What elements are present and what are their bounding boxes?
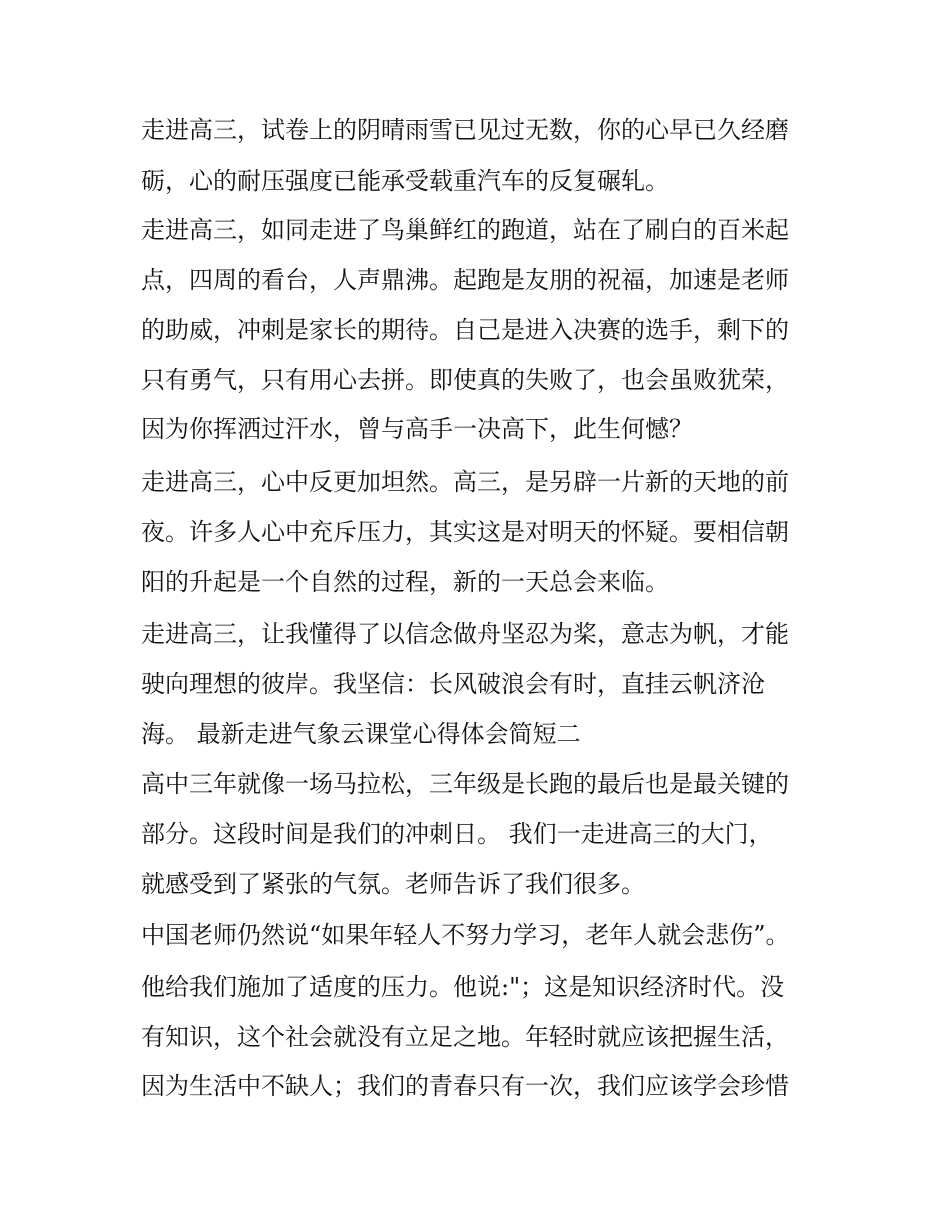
- text-line: 就感受到了紧张的气氛。老师告诉了我们很多。: [141, 870, 645, 898]
- text-line: 的助威，冲刺是家长的期待。自己是进入决赛的选手，剩下的: [141, 316, 789, 344]
- text-line: 走进高三，如同走进了鸟巢鲜红的跑道，站在了刷白的百米起: [141, 216, 789, 244]
- text-line: 砺，心的耐压强度已能承受载重汽车的反复碾轧。: [141, 167, 669, 195]
- text-line: 点，四周的看台，人声鼎沸。起跑是友朋的祝福，加速是老师: [141, 266, 789, 294]
- text-line: 因为生活中不缺人；我们的青春只有一次，我们应该学会珍惜: [141, 1072, 789, 1100]
- text-line: 他给我们施加了适度的压力。他说:"；这是知识经济时代。没: [141, 973, 785, 1001]
- text-line: 阳的升起是一个自然的过程，新的一天总会来临。: [141, 568, 669, 596]
- text-line: 走进高三，试卷上的阴晴雨雪已见过无数，你的心早已久经磨: [141, 116, 789, 144]
- text-line: 驶向理想的彼岸。我坚信：长风破浪会有时，直挂云帆济沧: [141, 670, 765, 698]
- text-line: 夜。许多人心中充斥压力，其实这是对明天的怀疑。要相信朝: [141, 518, 789, 546]
- text-line: 海。 最新走进气象云课堂心得体会简短二: [141, 720, 581, 748]
- text-line: 只有勇气，只有用心去拼。即使真的失败了，也会虽败犹荣，: [141, 366, 789, 394]
- text-line: 有知识，这个社会就没有立足之地。年轻时就应该把握生活，: [141, 1023, 789, 1051]
- text-line: 因为你挥洒过汗水，曾与高手一决高下，此生何憾？: [141, 415, 693, 443]
- text-line: 中国老师仍然说“如果年轻人不努力学习，老年人就会悲伤”。: [141, 921, 790, 949]
- text-line: 高中三年就像一场马拉松，三年级是长跑的最后也是最关键的: [141, 770, 789, 798]
- text-line: 部分。这段时间是我们的冲刺日。 我们一走进高三的大门，: [141, 820, 773, 848]
- text-line: 走进高三，心中反更加坦然。高三，是另辟一片新的天地的前: [141, 468, 789, 496]
- text-line: 走进高三，让我懂得了以信念做舟坚忍为桨，意志为帆，才能: [141, 620, 789, 648]
